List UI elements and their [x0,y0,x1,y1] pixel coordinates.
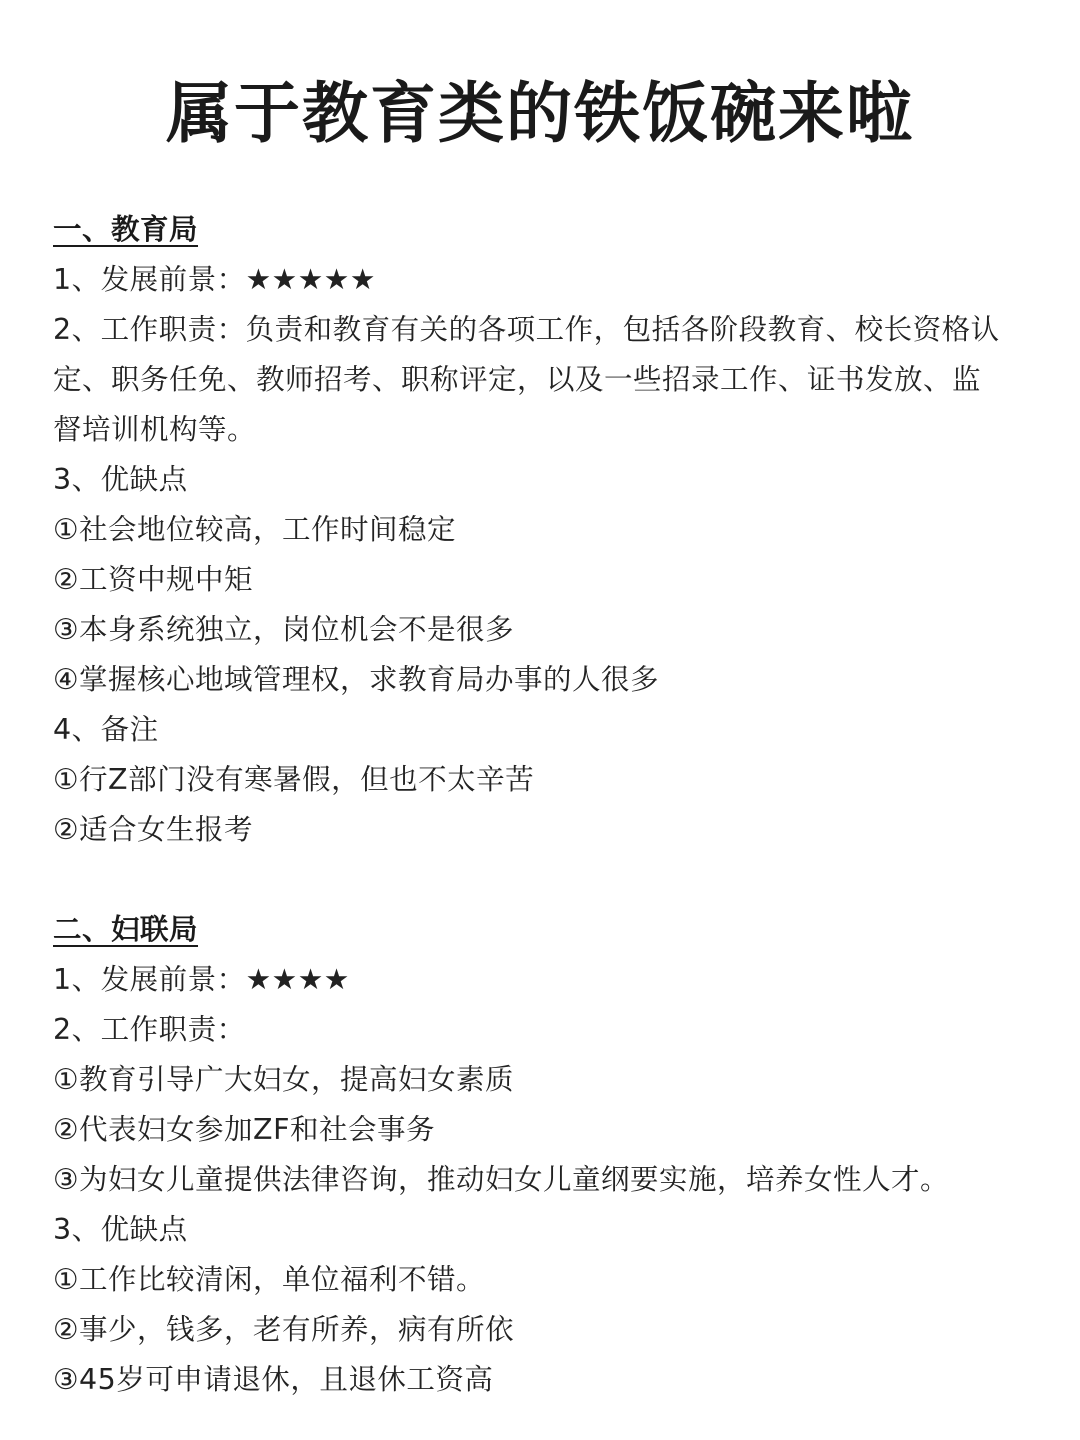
text-line: 定、职务任免、教师招考、职称评定，以及一些招录工作、证书发放、监 [53,363,982,396]
text-line: ②工资中规中矩 [53,563,254,596]
text-line: ①行Z部门没有寒暑假，但也不太辛苦 [53,763,535,796]
section-heading-womens-federation: 二、妇联局 [53,913,199,946]
text-line: ③为妇女儿童提供法律咨询，推动妇女儿童纲要实施，培养女性人才。 [53,1163,950,1196]
text-line: ①教育引导广大妇女，提高妇女素质 [53,1063,515,1096]
text-line: 3、优缺点 [53,463,188,496]
page-title: 属于教育类的铁饭碗来啦 [166,75,914,152]
text-line: ④掌握核心地域管理权，求教育局办事的人很多 [53,663,660,696]
section-spacer [53,855,1043,905]
article-body [53,205,1043,1405]
text-line: ③本身系统独立，岗位机会不是很多 [53,613,515,646]
text-line: ②事少，钱多，老有所养，病有所依 [53,1313,515,1346]
text-line: 1、发展前景：★★★★★ [53,263,376,296]
text-line: 督培训机构等。 [53,413,257,446]
text-line: 2、工作职责：负责和教育有关的各项工作，包括各阶段教育、校长资格认 [53,313,1000,346]
text-line: ①社会地位较高，工作时间稳定 [53,513,457,546]
text-line: ②适合女生报考 [53,813,254,846]
text-line: 4、备注 [53,713,159,746]
text-line: 1、发展前景：★★★★ [53,963,350,996]
text-line: 3、优缺点 [53,1213,188,1246]
section-heading-education-bureau: 一、教育局 [53,213,199,246]
text-line: ③45岁可申请退休，且退休工资高 [53,1363,494,1396]
text-line: ①工作比较清闲，单位福利不错。 [53,1263,486,1296]
text-line: 2、工作职责： [53,1013,246,1046]
text-line: ②代表妇女参加ZF和社会事务 [53,1113,435,1146]
